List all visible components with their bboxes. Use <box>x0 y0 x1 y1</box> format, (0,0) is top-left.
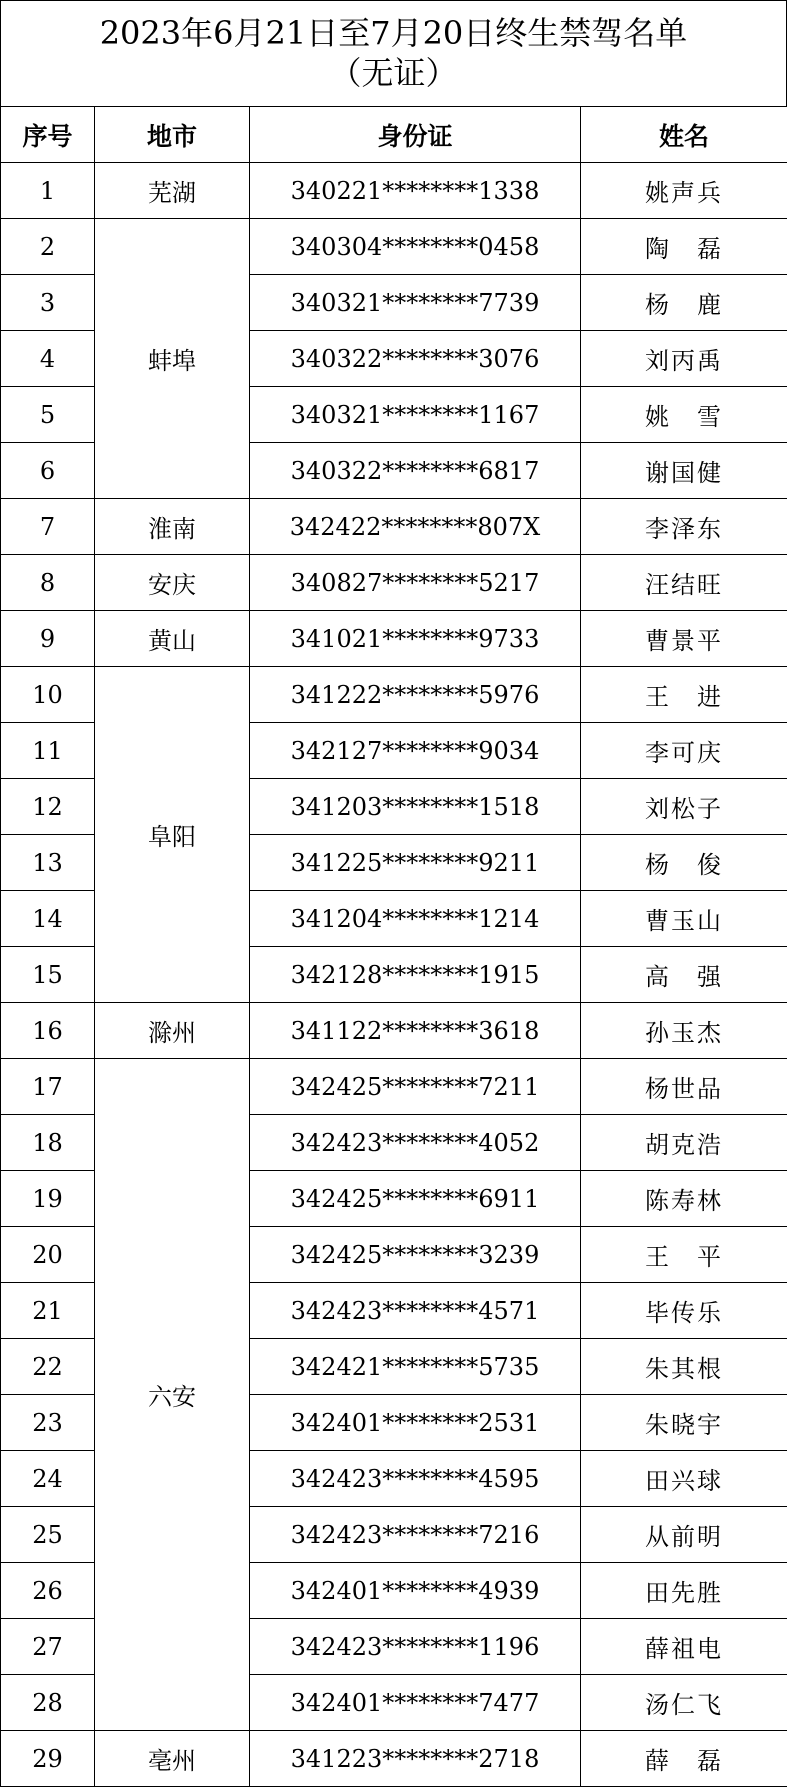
row-city: 安庆 <box>95 555 250 611</box>
row-name: 高 强 <box>581 947 787 1003</box>
row-seq: 5 <box>1 387 95 443</box>
row-id: 342425********6911 <box>250 1171 581 1227</box>
ban-list-table <box>0 106 787 1787</box>
table-row <box>1 555 787 611</box>
row-seq: 15 <box>1 947 95 1003</box>
title-line-1: 2023年6月21日至7月20日终生禁驾名单 <box>99 14 688 52</box>
row-id: 342401********2531 <box>250 1395 581 1451</box>
row-name: 曹玉山 <box>581 891 787 947</box>
row-id: 341222********5976 <box>250 667 581 723</box>
row-seq: 13 <box>1 835 95 891</box>
row-seq: 16 <box>1 1003 95 1059</box>
row-id: 341203********1518 <box>250 779 581 835</box>
row-id: 342127********9034 <box>250 723 581 779</box>
row-seq: 12 <box>1 779 95 835</box>
row-seq: 23 <box>1 1395 95 1451</box>
row-city: 六安 <box>95 1059 250 1731</box>
row-id: 342128********1915 <box>250 947 581 1003</box>
row-id: 342425********3239 <box>250 1227 581 1283</box>
row-seq: 14 <box>1 891 95 947</box>
row-name: 姚 雪 <box>581 387 787 443</box>
row-id: 340322********3076 <box>250 331 581 387</box>
row-seq: 17 <box>1 1059 95 1115</box>
row-name: 杨 鹿 <box>581 275 787 331</box>
row-city: 亳州 <box>95 1731 250 1787</box>
table-header-row <box>1 107 787 163</box>
row-seq: 19 <box>1 1171 95 1227</box>
row-seq: 4 <box>1 331 95 387</box>
row-name: 田兴球 <box>581 1451 787 1507</box>
row-seq: 9 <box>1 611 95 667</box>
row-id: 341223********2718 <box>250 1731 581 1787</box>
row-name: 李可庆 <box>581 723 787 779</box>
row-name: 陶 磊 <box>581 219 787 275</box>
row-id: 342401********7477 <box>250 1675 581 1731</box>
row-seq: 26 <box>1 1563 95 1619</box>
row-name: 汪结旺 <box>581 555 787 611</box>
table-row <box>1 499 787 555</box>
row-id: 341204********1214 <box>250 891 581 947</box>
row-id: 342401********4939 <box>250 1563 581 1619</box>
table-body <box>1 163 787 1787</box>
table-row <box>1 1731 787 1787</box>
row-id: 342421********5735 <box>250 1339 581 1395</box>
row-seq: 7 <box>1 499 95 555</box>
row-seq: 2 <box>1 219 95 275</box>
row-city: 阜阳 <box>95 667 250 1003</box>
row-id: 341122********3618 <box>250 1003 581 1059</box>
row-seq: 10 <box>1 667 95 723</box>
row-seq: 20 <box>1 1227 95 1283</box>
row-seq: 1 <box>1 163 95 219</box>
row-id: 342423********4571 <box>250 1283 581 1339</box>
document-title <box>0 0 787 107</box>
row-city: 滁州 <box>95 1003 250 1059</box>
row-name: 刘丙禹 <box>581 331 787 387</box>
row-id: 342423********7216 <box>250 1507 581 1563</box>
row-name: 薛 磊 <box>581 1731 787 1787</box>
row-seq: 11 <box>1 723 95 779</box>
row-id: 340221********1338 <box>250 163 581 219</box>
table-row <box>1 163 787 219</box>
row-id: 342423********1196 <box>250 1619 581 1675</box>
row-seq: 21 <box>1 1283 95 1339</box>
row-name: 朱其根 <box>581 1339 787 1395</box>
row-name: 陈寿林 <box>581 1171 787 1227</box>
row-name: 毕传乐 <box>581 1283 787 1339</box>
header-seq: 序号 <box>1 107 95 163</box>
row-name: 刘松子 <box>581 779 787 835</box>
row-name: 薛祖电 <box>581 1619 787 1675</box>
table-row <box>1 219 787 275</box>
row-seq: 28 <box>1 1675 95 1731</box>
row-name: 胡克浩 <box>581 1115 787 1171</box>
header-city: 地市 <box>95 107 250 163</box>
row-name: 王 平 <box>581 1227 787 1283</box>
row-seq: 18 <box>1 1115 95 1171</box>
row-name: 从前明 <box>581 1507 787 1563</box>
row-id: 340321********1167 <box>250 387 581 443</box>
row-seq: 25 <box>1 1507 95 1563</box>
table-row <box>1 1059 787 1115</box>
row-name: 田先胜 <box>581 1563 787 1619</box>
header-id: 身份证 <box>250 107 581 163</box>
row-name: 李泽东 <box>581 499 787 555</box>
row-name: 曹景平 <box>581 611 787 667</box>
row-city: 淮南 <box>95 499 250 555</box>
row-id: 341225********9211 <box>250 835 581 891</box>
row-id: 342425********7211 <box>250 1059 581 1115</box>
row-id: 340322********6817 <box>250 443 581 499</box>
row-name: 汤仁飞 <box>581 1675 787 1731</box>
table-row <box>1 611 787 667</box>
row-name: 王 进 <box>581 667 787 723</box>
table-row <box>1 667 787 723</box>
row-city: 芜湖 <box>95 163 250 219</box>
row-seq: 6 <box>1 443 95 499</box>
row-name: 杨 俊 <box>581 835 787 891</box>
row-seq: 22 <box>1 1339 95 1395</box>
row-id: 342423********4595 <box>250 1451 581 1507</box>
table-row <box>1 1003 787 1059</box>
row-seq: 24 <box>1 1451 95 1507</box>
row-name: 朱晓宇 <box>581 1395 787 1451</box>
row-id: 340304********0458 <box>250 219 581 275</box>
row-id: 340827********5217 <box>250 555 581 611</box>
row-name: 姚声兵 <box>581 163 787 219</box>
row-id: 342423********4052 <box>250 1115 581 1171</box>
row-seq: 3 <box>1 275 95 331</box>
row-name: 杨世品 <box>581 1059 787 1115</box>
row-name: 谢国健 <box>581 443 787 499</box>
title-line-2: （无证） <box>329 54 458 92</box>
row-id: 340321********7739 <box>250 275 581 331</box>
row-city: 蚌埠 <box>95 219 250 499</box>
header-name: 姓名 <box>581 107 787 163</box>
row-seq: 27 <box>1 1619 95 1675</box>
row-id: 341021********9733 <box>250 611 581 667</box>
row-id: 342422********807X <box>250 499 581 555</box>
row-seq: 8 <box>1 555 95 611</box>
row-name: 孙玉杰 <box>581 1003 787 1059</box>
row-seq: 29 <box>1 1731 95 1787</box>
row-city: 黄山 <box>95 611 250 667</box>
